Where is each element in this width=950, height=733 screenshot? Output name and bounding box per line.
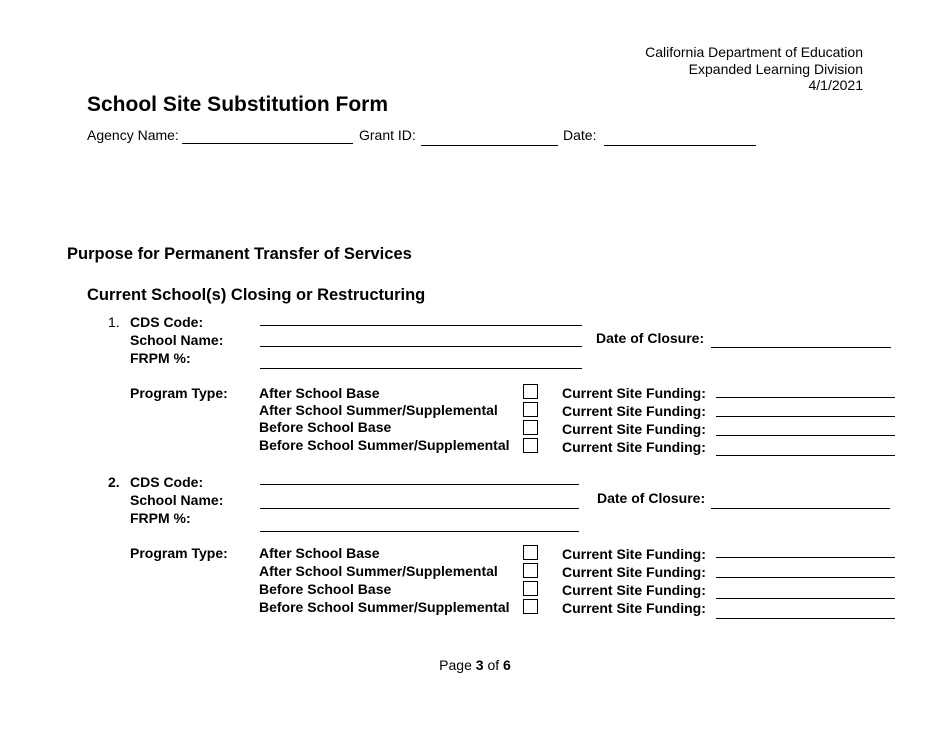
grant-id-field[interactable] [421, 145, 558, 146]
date-of-closure-field[interactable] [711, 508, 890, 509]
date-of-closure-field[interactable] [711, 347, 891, 348]
program-checkbox[interactable] [523, 420, 538, 435]
agency-name-field[interactable] [182, 143, 353, 144]
program-label: Before School Base [259, 581, 392, 597]
school-name-label: School Name: [130, 492, 224, 508]
current-site-funding-label: Current Site Funding: [562, 564, 706, 580]
school-number: 1. [108, 314, 120, 330]
current-site-funding-field[interactable] [716, 557, 895, 558]
program-label: Before School Summer/Supplemental [259, 437, 510, 453]
cds-code-label: CDS Code: [130, 314, 204, 330]
date-of-closure-label: Date of Closure: [597, 490, 706, 506]
program-checkbox[interactable] [523, 545, 538, 560]
program-label: Before School Summer/Supplemental [259, 599, 510, 615]
date-field[interactable] [604, 145, 756, 146]
grant-id-label: Grant ID: [359, 127, 416, 143]
program-checkbox[interactable] [523, 599, 538, 614]
program-label: After School Summer/Supplemental [259, 402, 498, 418]
frpm-label: FRPM %: [130, 510, 191, 526]
program-type-label: Program Type: [130, 385, 228, 401]
program-checkbox[interactable] [523, 581, 538, 596]
cds-code-field[interactable] [260, 325, 582, 326]
school-number: 2. [108, 474, 120, 490]
frpm-field[interactable] [260, 368, 582, 369]
total-pages: 6 [503, 657, 511, 673]
program-label: After School Summer/Supplemental [259, 563, 498, 579]
current-site-funding-field[interactable] [716, 455, 895, 456]
current-site-funding-label: Current Site Funding: [562, 582, 706, 598]
purpose-heading: Purpose for Permanent Transfer of Services [67, 245, 412, 263]
current-site-funding-field[interactable] [716, 598, 895, 599]
program-label: Before School Base [259, 419, 392, 435]
header-date: 4/1/2021 [808, 77, 863, 93]
current-site-funding-label: Current Site Funding: [562, 403, 706, 419]
cds-code-label: CDS Code: [130, 474, 204, 490]
school-name-field[interactable] [260, 346, 582, 347]
frpm-field[interactable] [260, 531, 579, 532]
header-org: California Department of Education [645, 44, 863, 60]
page-indicator [0, 657, 950, 673]
of-word: of [487, 657, 500, 673]
current-site-funding-field[interactable] [716, 435, 895, 436]
current-site-funding-field[interactable] [716, 416, 895, 417]
school-name-label: School Name: [130, 332, 224, 348]
program-checkbox[interactable] [523, 438, 538, 453]
form-title: School Site Substitution Form [87, 93, 388, 116]
current-schools-heading: Current School(s) Closing or Restructuring [87, 286, 426, 304]
program-type-label: Program Type: [130, 545, 228, 561]
frpm-label: FRPM %: [130, 350, 191, 366]
page-word: Page [439, 657, 472, 673]
current-site-funding-label: Current Site Funding: [562, 439, 706, 455]
current-page: 3 [475, 657, 484, 673]
current-site-funding-label: Current Site Funding: [562, 385, 706, 401]
current-site-funding-label: Current Site Funding: [562, 546, 706, 562]
current-site-funding-field[interactable] [716, 577, 895, 578]
current-site-funding-field[interactable] [716, 397, 895, 398]
school-name-field[interactable] [260, 508, 579, 509]
current-site-funding-label: Current Site Funding: [562, 600, 706, 616]
date-of-closure-label: Date of Closure: [596, 330, 705, 346]
program-label: After School Base [259, 545, 380, 561]
current-site-funding-field[interactable] [716, 618, 895, 619]
cds-code-field[interactable] [260, 484, 579, 485]
current-site-funding-label: Current Site Funding: [562, 421, 706, 437]
header-division: Expanded Learning Division [688, 61, 863, 77]
program-checkbox[interactable] [523, 402, 538, 417]
program-label: After School Base [259, 385, 380, 401]
agency-name-label: Agency Name: [87, 127, 179, 143]
date-label: Date: [563, 127, 597, 143]
program-checkbox[interactable] [523, 384, 538, 399]
program-checkbox[interactable] [523, 563, 538, 578]
